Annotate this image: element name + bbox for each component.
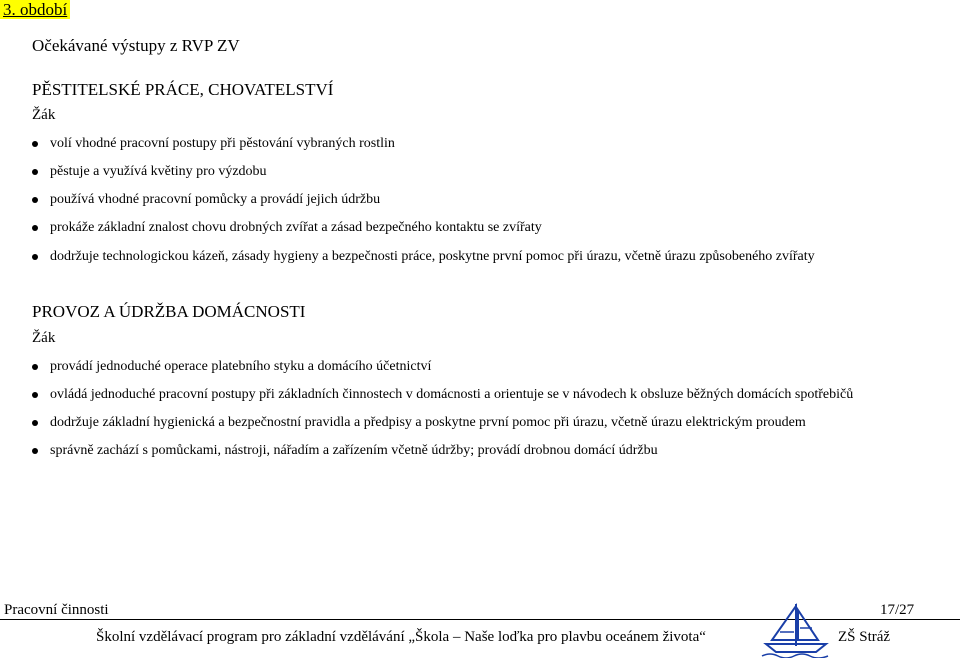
footer-school-abbr: ZŠ Stráž [838,629,891,645]
bullet-icon [32,225,38,231]
bullet-icon [32,392,38,398]
list-item-text: dodržuje technologickou kázeň, zásady hygieny a bezpečnosti práce, poskytne první pomoc při úrazu, včetně úrazu způsobeného zvířaty [50,249,815,264]
bullet-icon [32,169,38,175]
section-title-pestitelske: PĚSTITELSKÉ PRÁCE, CHOVATELSTVÍ [32,80,334,99]
section-subject: Žák [32,107,56,123]
bullet-icon [32,141,38,147]
intro-heading: Očekávané výstupy z RVP ZV [32,36,240,55]
list-item-text: provádí jednoduché operace platebního styku a domácího účetnictví [50,359,432,374]
section-title-provoz: PROVOZ A ÚDRŽBA DOMÁCNOSTI [32,302,306,321]
list-item-text: ovládá jednoduché pracovní postupy při základních činnostech v domácnosti a orientuje se v návodech k obsluze běžných domácích spotřebičů [50,387,854,402]
footer-school-program: Školní vzdělávací program pro základní vzdělávání „Škola – Naše loďka pro plavbu oceánem života“ [96,629,706,645]
bullet-icon [32,254,38,260]
list-item-text: volí vhodné pracovní postupy při pěstování vybraných rostlin [50,136,395,151]
period-heading: 3. období [0,0,70,19]
list-item-text: pěstuje a využívá květiny pro výzdobu [50,164,267,179]
bullet-icon [32,420,38,426]
list-item-text: správně zachází s pomůckami, nástroji, nářadím a zařízením včetně údržby; provádí drobnou domácí údržbu [50,443,658,458]
sailboat-logo-icon [760,600,832,658]
section-subject: Žák [32,330,56,346]
list-item-text: dodržuje základní hygienická a bezpečnostní pravidla a předpisy a poskytne první pomoc při úrazu, včetně úrazu elektrickým proudem [50,415,806,430]
bullet-icon [32,448,38,454]
footer-subject: Pracovní činnosti [4,602,109,618]
bullet-icon [32,364,38,370]
page-number: 17/27 [880,602,915,618]
list-item-text: prokáže základní znalost chovu drobných zvířat a zásad bezpečného kontaktu se zvířaty [50,220,542,235]
list-item-text: používá vhodné pracovní pomůcky a provádí jejich údržbu [50,192,381,207]
bullet-icon [32,197,38,203]
